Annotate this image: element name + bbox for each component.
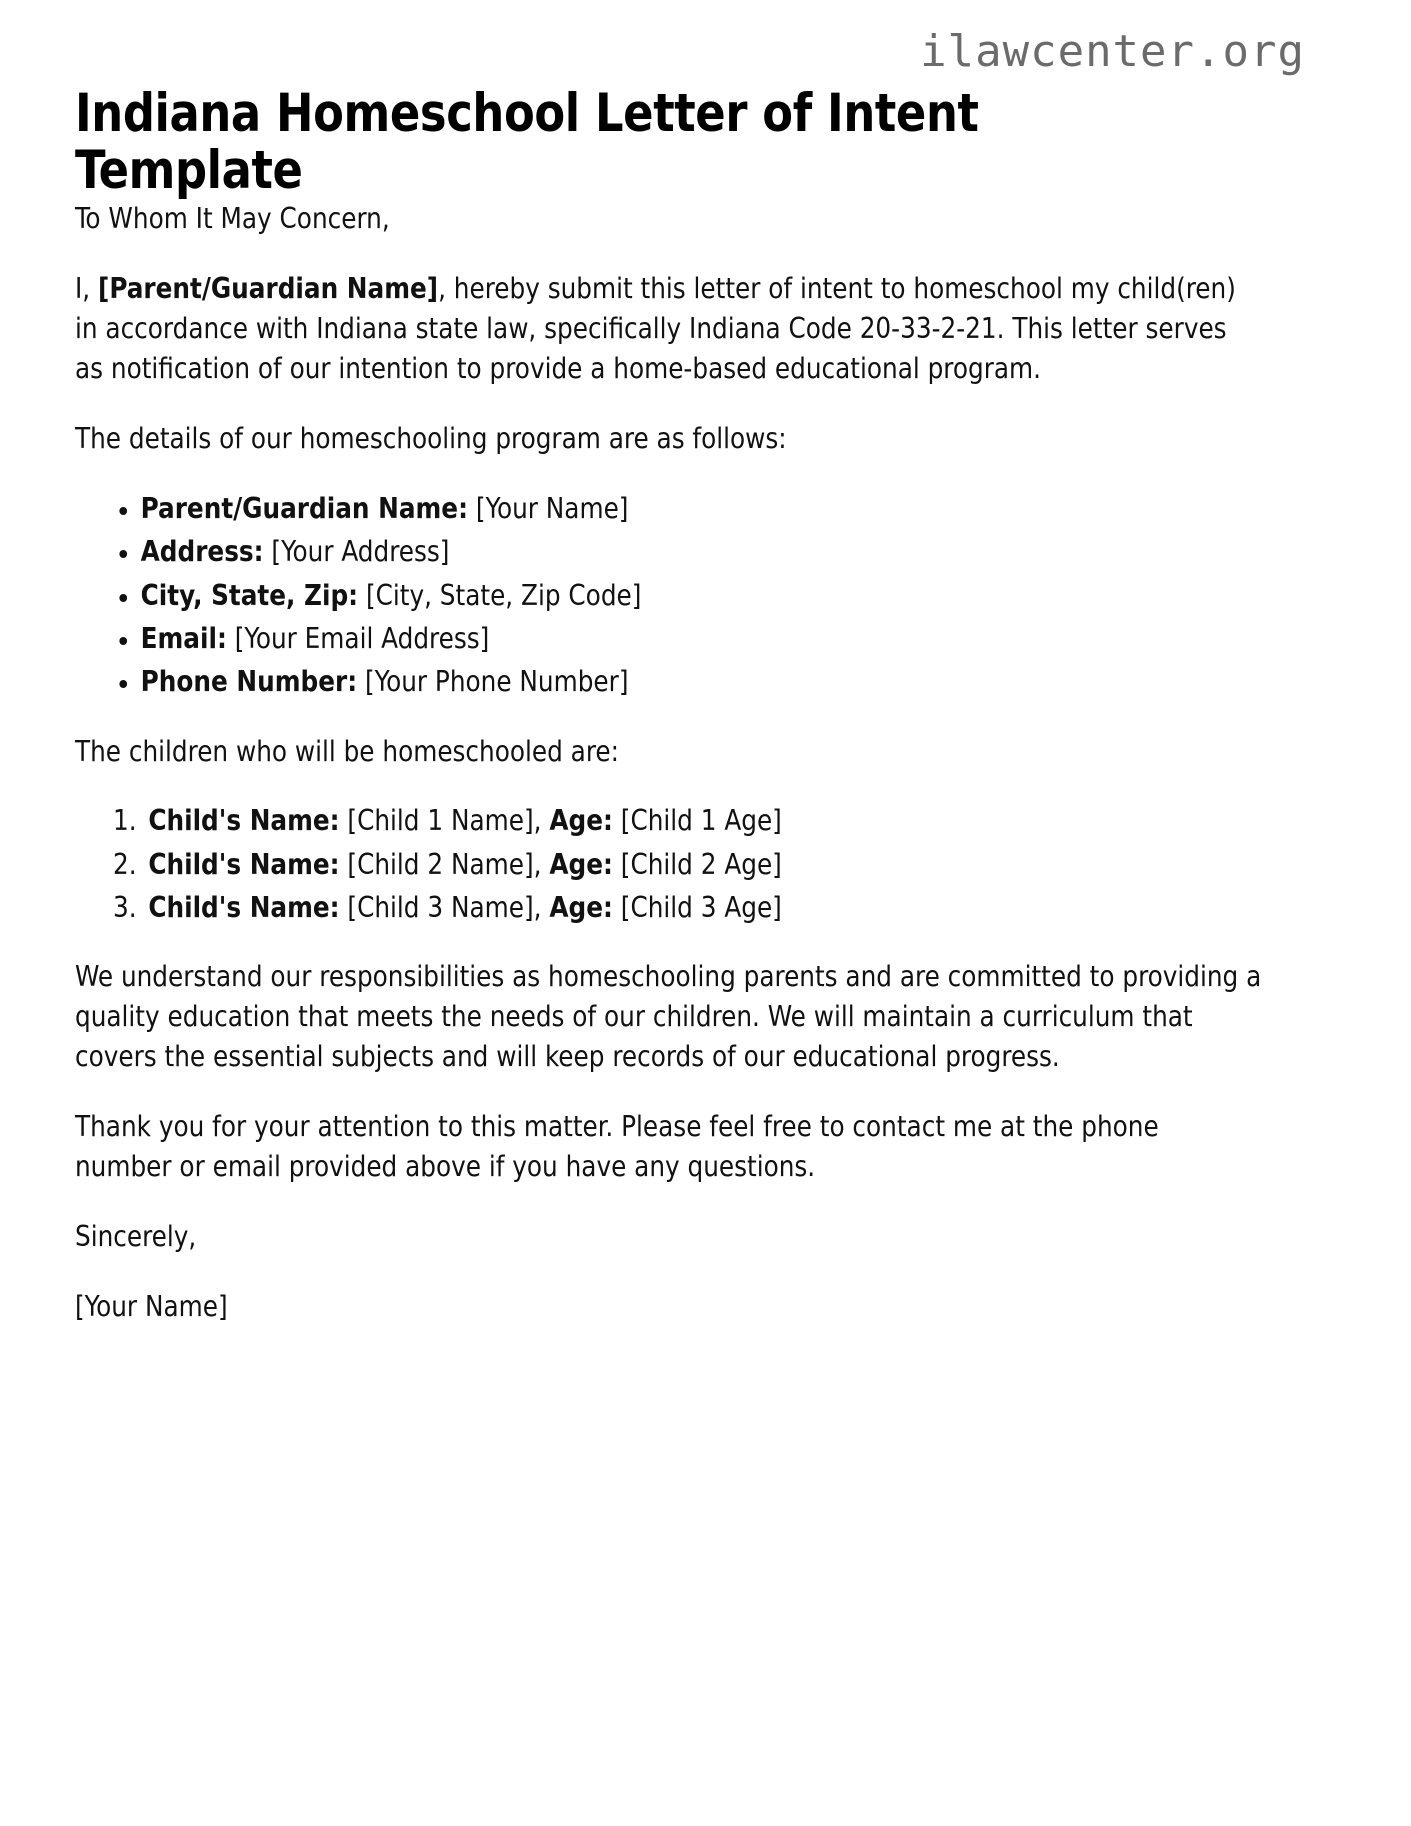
site-watermark: ilawcenter.org: [920, 26, 1305, 77]
child-age-value: [Child 1 Age]: [620, 804, 782, 838]
signature-line: [Your Name]: [75, 1289, 228, 1323]
list-item: [141, 489, 1262, 528]
list-item: [144, 845, 1261, 884]
intro-bold-placeholder: [Parent/Guardian Name]: [98, 272, 439, 306]
detail-label: Phone Number:: [140, 665, 358, 699]
details-heading: The details of our homeschooling program are as follows:: [75, 421, 787, 455]
child-name-value: [Child 2 Name],: [347, 847, 542, 881]
detail-label: Address:: [140, 535, 264, 569]
watermark-row: [75, 0, 1305, 77]
children-heading: The children who will be homeschooled are:: [75, 734, 619, 768]
child-name-label: Child's Name:: [148, 804, 340, 838]
child-age-value: [Child 2 Age]: [620, 847, 782, 881]
list-item: [141, 662, 1262, 701]
program-details-list: [75, 489, 1262, 702]
child-age-value: [Child 3 Age]: [620, 891, 782, 925]
child-name-value: [Child 3 Name],: [347, 891, 542, 925]
salutation: To Whom It May Concern,: [75, 202, 390, 236]
list-item: [141, 619, 1262, 658]
list-item: [141, 576, 1262, 615]
document-content: [75, 0, 1305, 1357]
detail-label: Parent/Guardian Name:: [140, 491, 468, 525]
detail-label: City, State, Zip:: [140, 578, 359, 612]
child-age-label: Age:: [549, 847, 613, 881]
detail-value: [Your Name]: [475, 491, 629, 525]
closing-line: Sincerely,: [75, 1219, 197, 1253]
list-item: [144, 888, 1261, 927]
child-age-label: Age:: [549, 804, 613, 838]
list-item: [144, 801, 1261, 840]
detail-value: [Your Email Address]: [234, 621, 490, 655]
child-name-label: Child's Name:: [148, 891, 340, 925]
list-item: [141, 532, 1262, 571]
intro-lead: I,: [75, 272, 99, 306]
children-list: [75, 801, 1262, 927]
intro-paragraph: [75, 269, 1262, 389]
thanks-paragraph: Thank you for your attention to this matter. Please feel free to contact me at the phone number or email provided above if you have any questions.: [75, 1110, 1159, 1183]
detail-value: [City, State, Zip Code]: [365, 578, 642, 612]
responsibilities-paragraph: We understand our responsibilities as homeschooling parents and are committed to providing a quality education that meets the needs of our children. We will maintain a curriculum that covers the essential subjects and will keep records of our educational progress.: [75, 960, 1262, 1074]
detail-value: [Your Address]: [271, 535, 450, 569]
detail-value: [Your Phone Number]: [364, 665, 629, 699]
child-name-value: [Child 1 Name],: [347, 804, 542, 838]
child-age-label: Age:: [549, 891, 613, 925]
detail-label: Email:: [140, 621, 227, 655]
child-name-label: Child's Name:: [148, 847, 340, 881]
intro-rest: , hereby submit this letter of intent to homeschool my child(ren) in accordance with Indiana state law, specifically Indiana Code 20-33-2-21. This letter serves as notification of our intention to provide a home-based educational program.: [75, 272, 1236, 386]
page-title: Indiana Homeschool Letter of Intent Template: [75, 83, 979, 201]
letter-body: [75, 199, 1262, 1326]
